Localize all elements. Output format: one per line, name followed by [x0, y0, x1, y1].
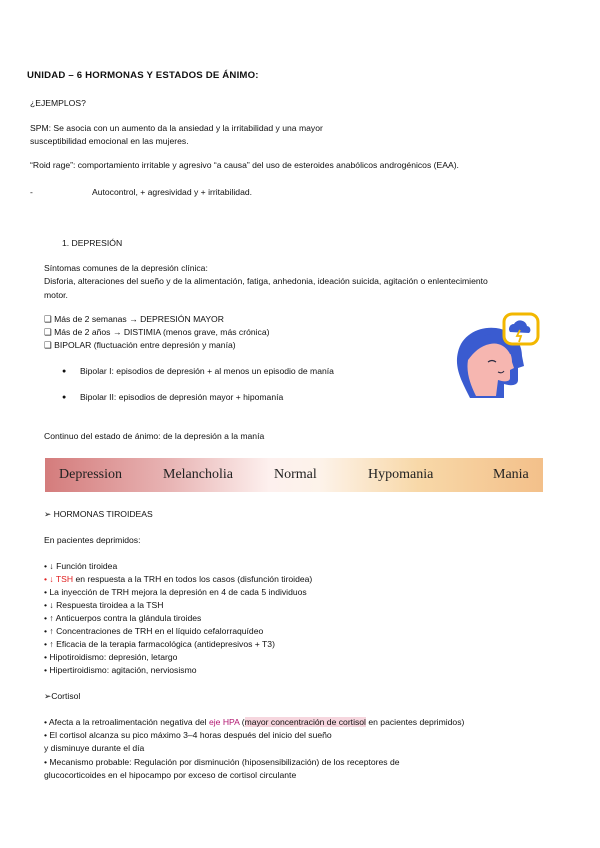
tiroideas-item-6: • ↑ Concentraciones de TRH en el líquido cefalorraquídeo	[44, 626, 264, 636]
cortisol-text-a: • Afecta a la retroalimentación negativa del	[44, 717, 209, 727]
tiroideas-item-3: • La inyección de TRH mejora la depresión en 4 de cada 5 individuos	[44, 587, 307, 597]
cortisol-text-b: (	[239, 717, 245, 727]
unit-title: UNIDAD – 6 HORMONAS Y ESTADOS DE ÁNIMO:	[27, 70, 259, 81]
cortisol-item-2-cont: y disminuye durante el día	[44, 743, 145, 753]
bullet-dot: ●	[62, 368, 67, 375]
checklist-item-bipolar: ❑ BIPOLAR (fluctuación entre depresión y manía)	[44, 340, 236, 350]
depresion-heading: 1. DEPRESIÓN	[62, 238, 123, 248]
spectrum-label-hypomania: Hypomania	[368, 467, 434, 482]
spm-line-1: SPM: Se asocia con un aumento da la ansiedad y la irritabilidad y una mayor	[30, 123, 323, 133]
spm-line-2: susceptibilidad emocional en las mujeres.	[30, 136, 189, 146]
cortisol-item-2: • El cortisol alcanza su pico máximo 3–4 horas después del inicio del sueño	[44, 730, 332, 740]
cortisol-heading: ➢Cortisol	[44, 691, 81, 701]
tiroideas-item-8: • Hipotiroidismo: depresión, letargo	[44, 652, 178, 662]
roid-rage-text: “Roid rage”: comportamiento irritable y agresivo “a causa” del uso de esteroides anabólicos androgénicos (EAA).	[30, 160, 459, 170]
continuo-text: Continuo del estado de ánimo: de la depresión a la manía	[44, 431, 265, 441]
cortisol-item-1	[44, 717, 464, 728]
bipolar-i-text: Bipolar I: episodios de depresión + al menos un episodio de manía	[80, 366, 334, 376]
dash-bullet: -	[30, 187, 33, 197]
tiroideas-item-2	[44, 574, 312, 585]
spectrum-label-melancholia: Melancholia	[163, 467, 233, 482]
tiroideas-item-9: • Hipertiroidismo: agitación, nerviosismo	[44, 665, 197, 675]
sintomas-line-2: Disforia, alteraciones del sueño y de la alimentación, fatiga, anhedonia, ideación suicida, agitación o enlentecimiento	[44, 276, 488, 286]
spectrum-label-mania: Mania	[493, 467, 529, 482]
bipolar-ii-text: Bipolar II: episodios de depresión mayor + hipomanía	[80, 392, 284, 402]
cortisol-item-3-cont: glucocorticoides en el hipocampo por exceso de cortisol circulante	[44, 770, 297, 780]
tiroideas-item-7: • ↑ Eficacia de la terapia farmacológica (antidepresivos + T3)	[44, 639, 275, 649]
sintomas-line-1: Síntomas comunes de la depresión clínica:	[44, 263, 208, 273]
tsh-red-text: • ↓ TSH	[44, 574, 74, 584]
tsh-rest-text: en respuesta a la TRH en todos los casos (disfunción tiroidea)	[73, 574, 313, 584]
checklist-item-depresion-mayor: ❑ Más de 2 semanas → DEPRESIÓN MAYOR	[44, 314, 224, 324]
head-storm-icon	[452, 312, 544, 404]
autocontrol-text: Autocontrol, + agresividad y + irritabilidad.	[92, 187, 253, 197]
cortisol-text-c: en pacientes deprimidos)	[365, 717, 465, 727]
checklist-item-distimia: ❑ Más de 2 años → DISTIMIA (menos grave, más crónica)	[44, 327, 270, 337]
spectrum-label-depression: Depression	[59, 467, 122, 482]
highlight-cortisol-text: mayor concentración de cortisol	[244, 717, 366, 727]
mood-spectrum-bar	[45, 458, 543, 492]
ejemplos-heading: ¿EJEMPLOS?	[30, 98, 86, 108]
tiroideas-item-5: • ↑ Anticuerpos contra la glándula tiroides	[44, 613, 202, 623]
spectrum-label-normal: Normal	[274, 467, 317, 482]
cortisol-item-3: • Mecanismo probable: Regulación por disminución (hiposensibilización) de los receptores de	[44, 757, 400, 767]
eje-hpa-text: eje HPA	[208, 717, 240, 727]
tiroideas-item-4: • ↓ Respuesta tiroidea a la TSH	[44, 600, 164, 610]
sintomas-line-3: motor.	[44, 290, 68, 300]
bullet-dot: ●	[62, 394, 67, 401]
tiroideas-heading: ➢ HORMONAS TIROIDEAS	[44, 509, 153, 519]
en-pacientes-text: En pacientes deprimidos:	[44, 535, 141, 545]
tiroideas-item-1: • ↓ Función tiroidea	[44, 561, 118, 571]
